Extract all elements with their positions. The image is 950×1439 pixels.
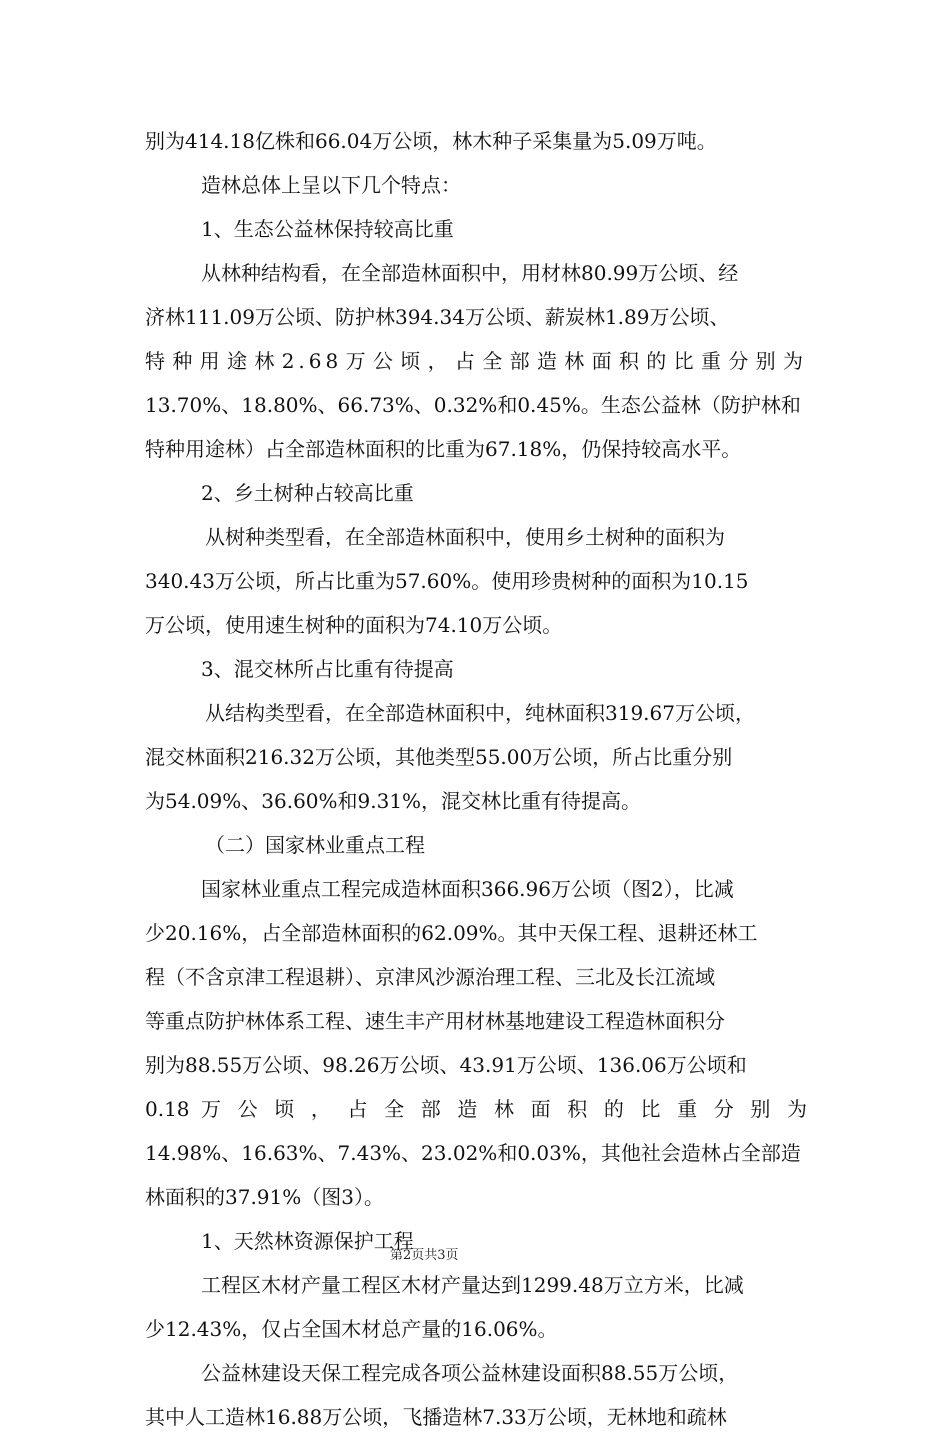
paragraph-line: 特种用途林2.68万公顷，占全部造林面积的比重分别为: [145, 349, 807, 373]
paragraph-line: 0.18 万 公 顷 ， 占 全 部 造 林 面 积 的 比 重 分 别 为: [145, 1097, 807, 1121]
paragraph-line: 国家林业重点工程完成造林面积366.96万公顷（图2），比减: [201, 877, 734, 901]
paragraph-line: 特种用途林）占全部造林面积的比重为67.18%，仍保持较高水平。: [145, 437, 742, 461]
paragraph-line: 少20.16%，占全部造林面积的62.09%。其中天保工程、退耕还林工: [145, 921, 758, 945]
section-heading: 1、生态公益林保持较高比重: [201, 217, 454, 241]
paragraph-line: 程（不含京津工程退耕）、京津风沙源治理工程、三北及长江流域: [145, 965, 715, 989]
paragraph-line: 从林种结构看，在全部造林面积中，用材林80.99万公顷、经: [201, 261, 739, 285]
section-heading: 3、混交林所占比重有待提高: [201, 657, 454, 681]
paragraph-line: 其中人工造林16.88万公顷，飞播造林7.33万公顷，无林地和疏林: [145, 1405, 727, 1429]
paragraph-line: 工程区木材产量工程区木材产量达到1299.48万立方米，比减: [201, 1273, 744, 1297]
paragraph-line: 为54.09%、36.60%和9.31%，混交林比重有待提高。: [145, 789, 642, 813]
document-body: [145, 119, 807, 1439]
paragraph-line: 少12.43%，仅占全国木材总产量的16.06%。: [145, 1317, 558, 1341]
paragraph-line: 万公顷，使用速生树种的面积为74.10万公顷。: [145, 613, 563, 637]
paragraph-line: 等重点防护林体系工程、速生丰产用材林基地建设工程造林面积分: [145, 1009, 725, 1033]
paragraph-line: 别为88.55万公顷、98.26万公顷、43.91万公顷、136.06万公顷和: [145, 1053, 747, 1077]
paragraph-line: 14.98%、16.63%、7.43%、23.02%和0.03%，其他社会造林占全部造: [145, 1141, 801, 1165]
section-heading: （二）国家林业重点工程: [205, 833, 425, 857]
paragraph-line: 从结构类型看，在全部造林面积中，纯林面积319.67万公顷，: [205, 701, 755, 725]
paragraph-line: 13.70%、18.80%、66.73%、0.32%和0.45%。生态公益林（防护林和: [145, 393, 801, 417]
paragraph-line: 从树种类型看，在全部造林面积中，使用乡土树种的面积为: [205, 525, 725, 549]
section-heading: 2、乡土树种占较高比重: [201, 481, 414, 505]
paragraph-line: 混交林面积216.32万公顷，其他类型55.00万公顷，所占比重分别: [145, 745, 733, 769]
paragraph-line: 公益林建设天保工程完成各项公益林建设面积88.55万公顷，: [201, 1361, 739, 1385]
paragraph-line: 济林111.09万公顷、防护林394.34万公顷、薪炭林1.89万公顷、: [145, 305, 730, 329]
section-heading: 1、天然林资源保护工程: [201, 1229, 414, 1253]
paragraph-line: 林面积的37.91%（图3）。: [145, 1185, 384, 1209]
page-number-footer: 第2页共3页: [390, 1248, 459, 1263]
paragraph-line: 340.43万公顷，所占比重为57.60%。使用珍贵树种的面积为10.15: [145, 569, 749, 593]
paragraph-line: 造林总体上呈以下几个特点：: [201, 173, 461, 197]
paragraph-line: 别为414.18亿株和66.04万公顷，林木种子采集量为5.09万吨。: [145, 129, 717, 153]
